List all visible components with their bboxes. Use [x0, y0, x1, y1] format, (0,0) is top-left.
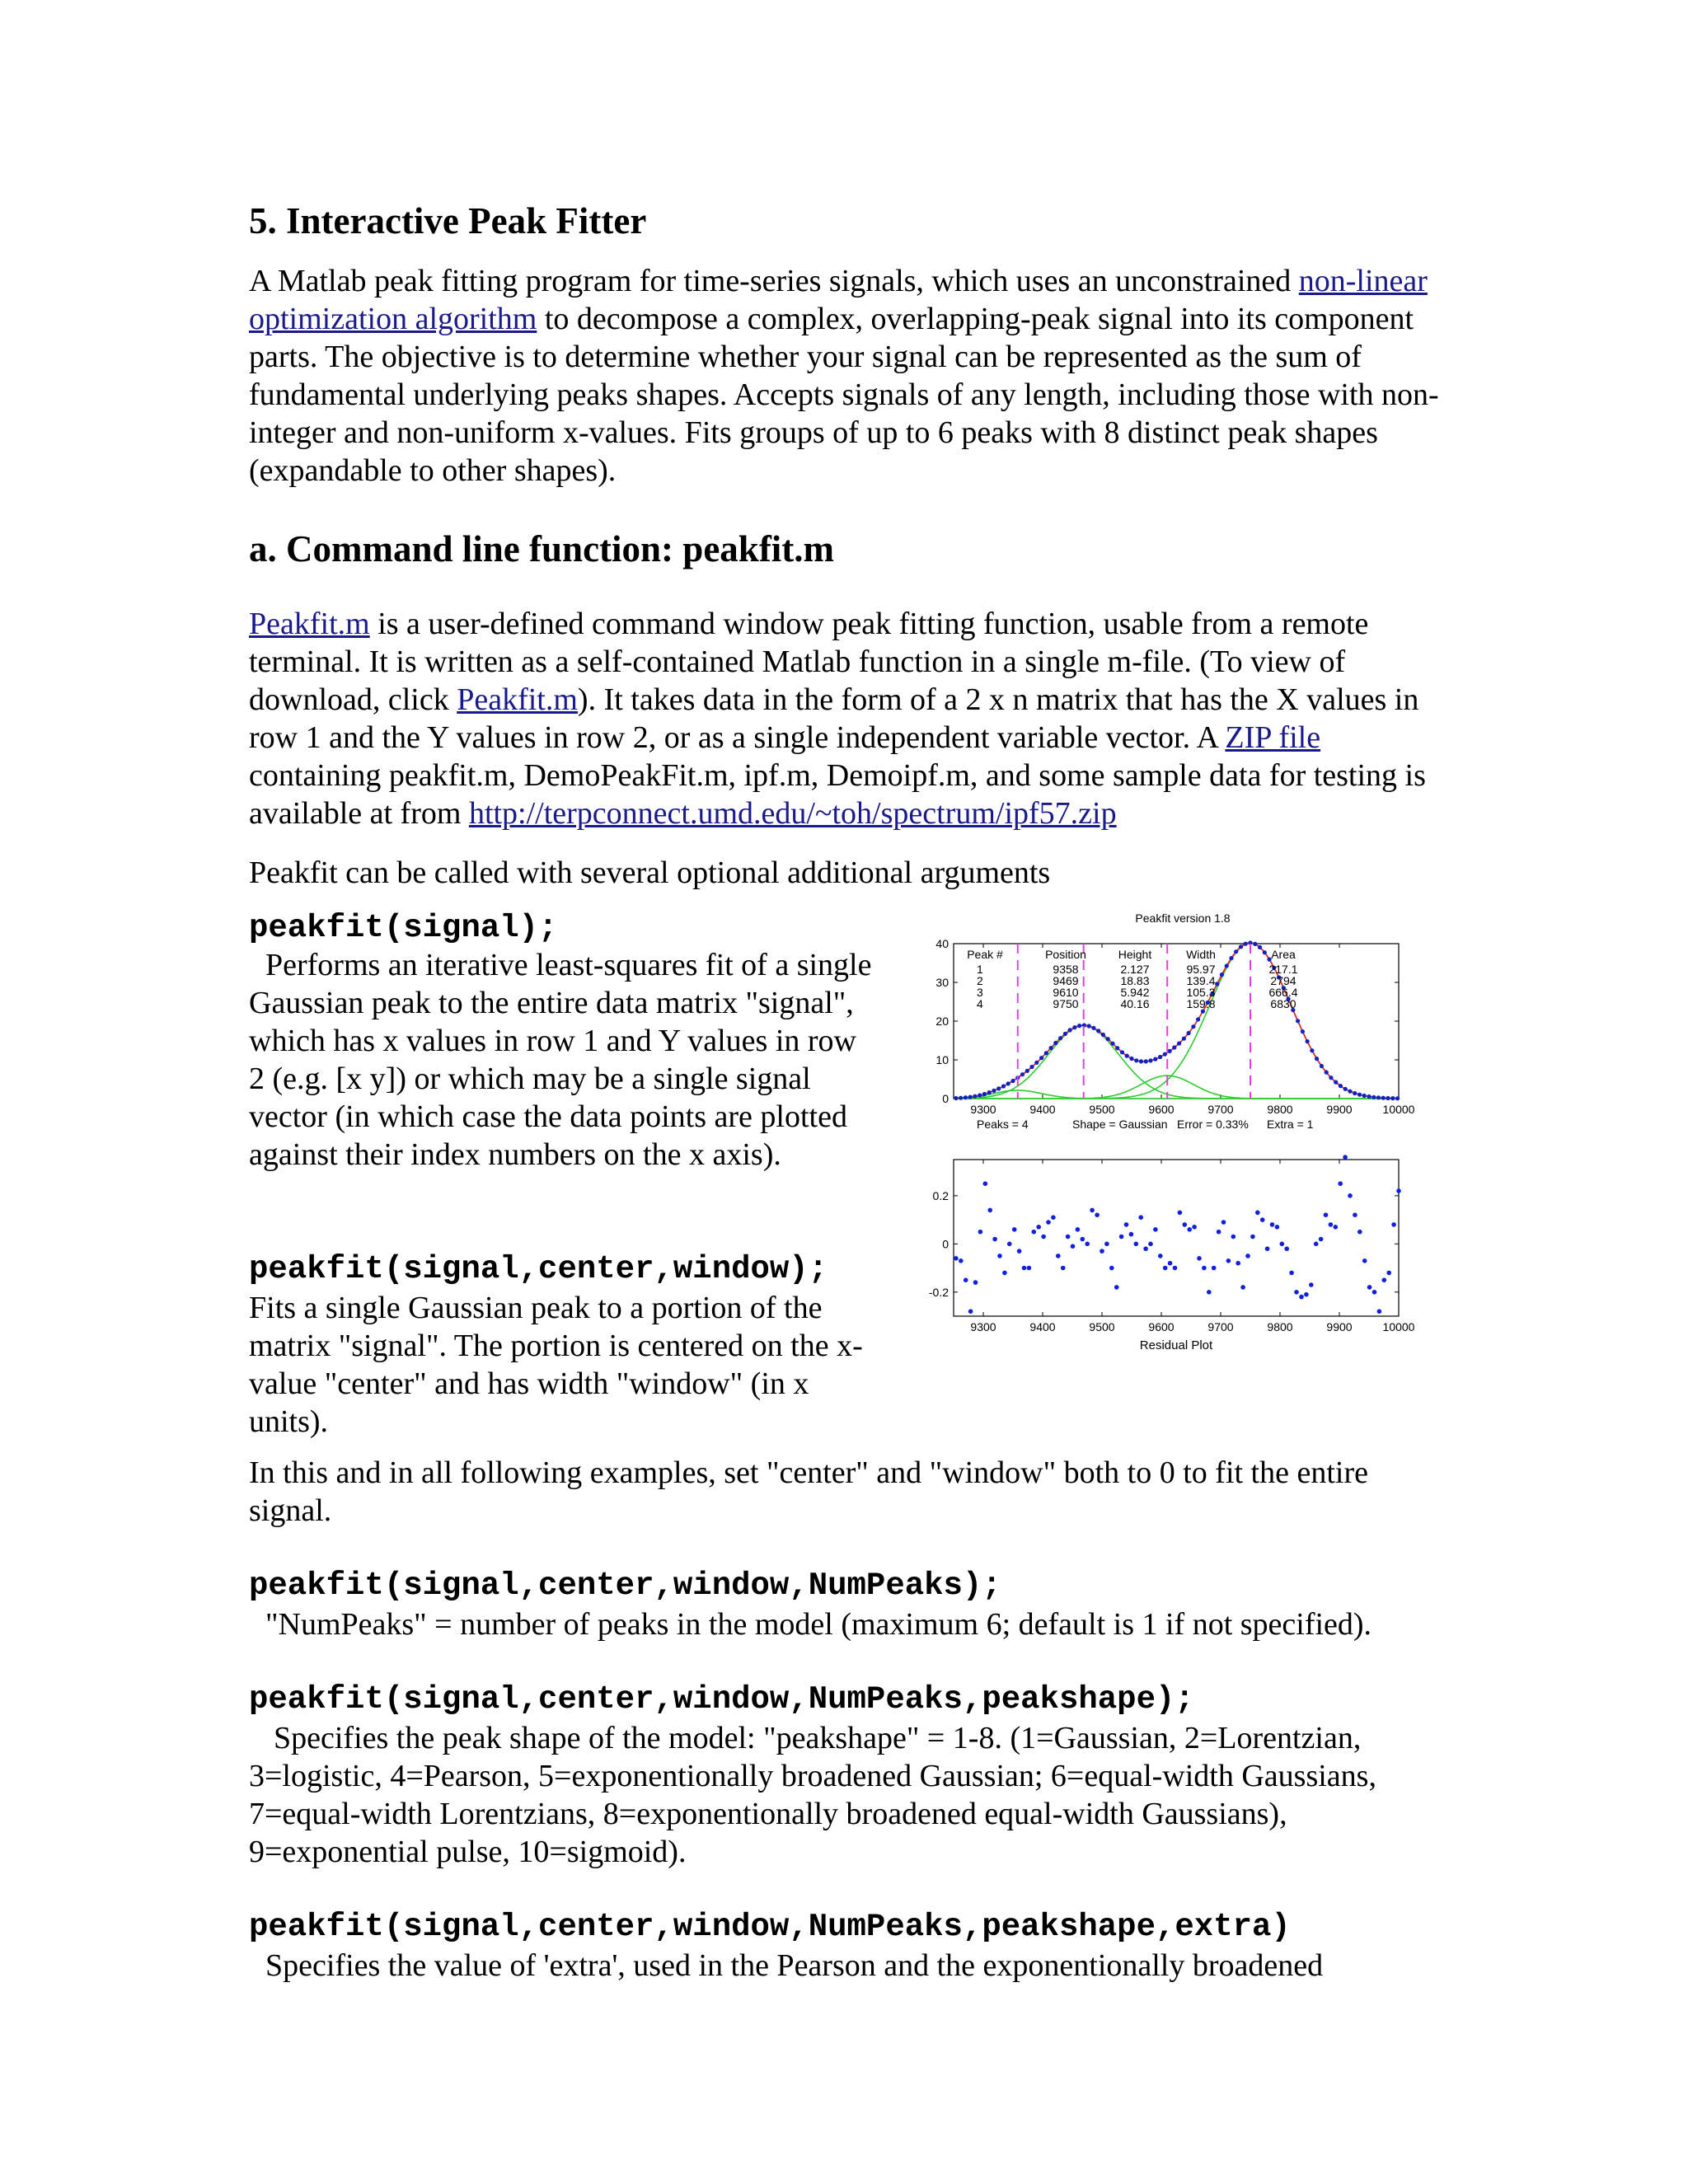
results-table-cell: 9358: [1053, 963, 1079, 976]
signal-data-point: [1315, 1057, 1319, 1061]
signal-data-point: [1063, 1032, 1067, 1036]
fit-x-tick-label: 9600: [1148, 1103, 1175, 1116]
signal-data-point: [1325, 1071, 1329, 1075]
residual-data-point: [1143, 1246, 1148, 1251]
residual-data-point: [1275, 1225, 1280, 1230]
peakfit-text-2: ). It takes data in the form of a 2 x n matrix that has the X values in row 1 and the Y values in row 2, or as a single independent variable vector. A: [249, 682, 1419, 755]
residual-data-point: [1386, 1271, 1391, 1276]
results-table-header: Area: [1271, 948, 1296, 961]
subsection-title: a. Command line function: peakfit.m: [249, 528, 835, 569]
signal-data-point: [1049, 1046, 1053, 1050]
component-peak-curve: [954, 1026, 1398, 1099]
signal-data-point: [1258, 945, 1262, 949]
residual-data-point: [973, 1280, 978, 1285]
residual-data-point: [1236, 1261, 1240, 1266]
residual-data-point: [1114, 1285, 1119, 1290]
nonlinear-optimization-link[interactable]: non-linear optimization algorithm: [249, 264, 1428, 336]
residual-data-point: [1012, 1227, 1017, 1232]
fit-y-tick-label: 30: [935, 976, 949, 989]
signal-data-point: [1225, 963, 1229, 968]
signal-data-point: [1106, 1037, 1110, 1041]
signal-data-point: [996, 1086, 1001, 1090]
code-call-3: peakfit(signal,center,window,NumPeaks);: [249, 1568, 1001, 1604]
residual-data-point: [1032, 1230, 1037, 1235]
signal-data-point: [1343, 1087, 1348, 1091]
residual-x-tick-label: 9800: [1267, 1320, 1293, 1333]
signal-data-point: [973, 1094, 977, 1099]
fit-x-tick-label: 9900: [1326, 1103, 1353, 1116]
signal-data-point: [1357, 1093, 1362, 1097]
residual-data-point: [1168, 1261, 1173, 1266]
residual-data-point: [1178, 1211, 1183, 1216]
residual-data-point: [1260, 1217, 1265, 1222]
signal-data-point: [1191, 1024, 1195, 1029]
residual-data-point: [1304, 1292, 1309, 1297]
signal-data-point: [1077, 1024, 1081, 1028]
signal-data-point: [1096, 1029, 1100, 1033]
results-table-cell: 139.4: [1186, 974, 1216, 987]
results-table-cell: 159.8: [1186, 997, 1216, 1010]
residual-data-point: [1212, 1266, 1217, 1271]
residual-data-point: [1153, 1227, 1158, 1232]
signal-data-point: [1376, 1095, 1381, 1099]
code-call-4: peakfit(signal,center,window,NumPeaks,peakshape);: [249, 1681, 1194, 1718]
residual-data-point: [983, 1181, 988, 1186]
residual-x-tick-label: 10000: [1382, 1320, 1415, 1333]
residual-data-point: [968, 1309, 973, 1314]
signal-data-point: [968, 1095, 973, 1099]
residual-data-point: [1071, 1244, 1076, 1249]
signal-data-point: [1306, 1039, 1310, 1043]
residual-data-point: [1183, 1222, 1188, 1227]
signal-data-point: [1234, 949, 1238, 954]
call-2-description: Fits a single Gaussian peak to a portion of the matrix "signal". The portion is centered on the x-value "center" and has width "window" (in x units).: [249, 1291, 863, 1439]
residual-y-tick-label: 0: [942, 1237, 949, 1251]
fit-footer-text: Error = 0.33%: [1177, 1118, 1249, 1131]
residual-data-point: [1192, 1225, 1197, 1230]
fit-footer-text: Shape = Gaussian: [1072, 1118, 1168, 1131]
signal-data-point: [1134, 1058, 1138, 1062]
signal-data-point: [1044, 1051, 1048, 1055]
signal-data-point: [1034, 1061, 1039, 1065]
signal-data-point: [1120, 1050, 1124, 1054]
signal-data-point: [1053, 1041, 1057, 1045]
optional-args-text: Peakfit can be called with several optional additional arguments: [249, 855, 1051, 890]
signal-data-point: [987, 1090, 992, 1094]
residual-x-tick-label: 9600: [1148, 1320, 1175, 1333]
signal-data-point: [1229, 956, 1233, 960]
residual-data-point: [1104, 1242, 1109, 1247]
results-table-cell: 3: [977, 986, 983, 999]
residual-data-point: [1377, 1309, 1382, 1314]
residual-data-point: [1002, 1271, 1007, 1276]
signal-data-point: [1101, 1033, 1105, 1037]
signal-data-point: [1148, 1058, 1152, 1062]
results-table-header: Height: [1118, 948, 1152, 961]
signal-data-point: [959, 1096, 963, 1100]
signal-data-point: [1244, 942, 1248, 946]
signal-data-point: [1158, 1055, 1162, 1059]
residual-data-point: [1319, 1237, 1324, 1242]
residual-data-point: [1280, 1242, 1285, 1247]
signal-data-point: [1390, 1096, 1395, 1100]
results-table-header: Position: [1045, 948, 1086, 961]
residual-data-point: [1134, 1242, 1139, 1247]
code-call-2: peakfit(signal,center,window);: [249, 1251, 828, 1287]
signal-data-point: [1153, 1057, 1157, 1062]
fit-y-tick-label: 0: [942, 1092, 949, 1105]
results-table-cell: 40.16: [1120, 997, 1150, 1010]
signal-data-point: [1058, 1036, 1062, 1040]
residual-data-point: [1129, 1232, 1134, 1237]
results-table-cell: 105.3: [1186, 986, 1216, 999]
signal-data-point: [1025, 1069, 1029, 1073]
signal-data-point: [1020, 1072, 1025, 1076]
residual-data-point: [1367, 1285, 1372, 1290]
signal-data-point: [982, 1092, 987, 1096]
signal-data-point: [1110, 1042, 1114, 1046]
signal-data-point: [1395, 1096, 1400, 1100]
results-table-cell: 2.127: [1120, 963, 1150, 976]
residual-data-point: [1284, 1246, 1289, 1251]
peakfit-paragraph: [249, 605, 1452, 832]
fit-x-tick-label: 9700: [1207, 1103, 1234, 1116]
ipf57-zip-url-link[interactable]: http://terpconnect.umd.edu/~toh/spectrum/ipf57.zip: [468, 796, 1117, 831]
residual-data-point: [1231, 1235, 1236, 1240]
residual-data-point: [1207, 1290, 1212, 1295]
signal-data-point: [1001, 1084, 1006, 1088]
residual-data-point: [1334, 1225, 1339, 1230]
residual-data-point: [1051, 1215, 1056, 1220]
results-table-cell: 217.1: [1268, 963, 1298, 976]
residual-plot-title: Residual Plot: [1139, 1338, 1213, 1352]
residual-data-point: [1061, 1266, 1066, 1271]
residual-data-point: [1163, 1266, 1168, 1271]
residual-data-point: [1314, 1242, 1319, 1247]
residual-data-point: [1056, 1254, 1061, 1258]
signal-data-point: [978, 1093, 982, 1097]
peakfit-link[interactable]: Peakfit.m: [249, 607, 370, 641]
residual-data-point: [1221, 1220, 1226, 1225]
code-call-5: peakfit(signal,center,window,NumPeaks,peakshape,extra): [249, 1909, 1291, 1945]
results-table-cell: 2794: [1270, 974, 1296, 987]
fit-footer-text: Peaks = 4: [977, 1118, 1029, 1131]
signal-data-point: [1172, 1045, 1176, 1049]
results-table-cell: 666.4: [1268, 986, 1298, 999]
residual-data-point: [1041, 1235, 1046, 1240]
residual-data-point: [1109, 1266, 1114, 1271]
signal-data-point: [1072, 1025, 1076, 1029]
residual-data-point: [1138, 1215, 1143, 1220]
call-5-description: Specifies the value of 'extra', used in the Pearson and the exponentionally broadened: [265, 1948, 1324, 1983]
residual-data-point: [1148, 1242, 1153, 1247]
peakfit-download-link[interactable]: Peakfit.m: [457, 682, 578, 717]
call-1-description: Performs an iterative least-squares fit of a single Gaussian peak to the entire data matrix "signal", which has x values in row 1 and Y values in row 2 (e.g. [x y]) or which may be a single signal vector (in which case the data points are plotted against their index numbers on the x axis).: [249, 948, 872, 1172]
residual-data-point: [1085, 1242, 1090, 1247]
results-table-cell: 2: [977, 974, 983, 987]
call-4-description: Specifies the peak shape of the model: "peakshape" = 1-8. (1=Gaussian, 2=Lorentzian, 3=logistic, 4=Pearson, 5=exponentionally broadened Gaussian; 6=equal-width Gaussians, 7=equal-width Lorentzians, 8=exponentionally broadened equal-width Gaussians), 9=exponential pulse, 10=sigmoid).: [249, 1721, 1376, 1869]
signal-data-point: [1115, 1046, 1119, 1050]
residual-data-point: [987, 1208, 992, 1213]
residual-data-point: [1066, 1235, 1071, 1240]
intro-text-rest: to decompose a complex, overlapping-peak signal into its component parts. The objective is to determine whether your signal can be represented as the sum of fundamental underlying peaks shapes. Accepts signals of any length, including those with non-integer and non-uniform x-values. Fits groups of up to 6 peaks with 8 distinct peak shapes (expandable to other shapes).: [249, 302, 1439, 488]
section-title: 5. Interactive Peak Fitter: [249, 200, 647, 241]
signal-data-point: [1087, 1024, 1091, 1028]
signal-data-point: [1310, 1048, 1314, 1052]
residual-data-point: [978, 1230, 983, 1235]
signal-data-point: [1348, 1090, 1352, 1094]
results-table-header: Peak #: [967, 948, 1003, 961]
residual-data-point: [1095, 1212, 1100, 1217]
peakfit-figure-svg: [911, 911, 1415, 1372]
results-table-cell: 18.83: [1120, 974, 1150, 987]
signal-data-point: [1329, 1076, 1333, 1080]
fit-x-tick-label: 9300: [970, 1103, 996, 1116]
results-table-cell: 6830: [1270, 997, 1296, 1010]
residual-data-point: [1173, 1266, 1178, 1271]
call-3-description: "NumPeaks" = number of peaks in the model (maximum 6; default is 1 if not specified).: [265, 1607, 1372, 1642]
residual-data-point: [1124, 1222, 1129, 1227]
signal-data-point: [1139, 1059, 1143, 1063]
residual-data-point: [1076, 1227, 1081, 1232]
results-table-cell: 9750: [1053, 997, 1079, 1010]
fit-x-tick-label: 9800: [1267, 1103, 1293, 1116]
fit-plot-title: Peakfit version 1.8: [1135, 912, 1231, 925]
signal-data-point: [1010, 1079, 1015, 1083]
signal-data-point: [1367, 1094, 1371, 1099]
residual-data-point: [1343, 1155, 1348, 1160]
residual-data-point: [1324, 1212, 1329, 1217]
residual-y-tick-label: -0.2: [928, 1285, 949, 1299]
residual-data-point: [1338, 1181, 1343, 1186]
residual-x-tick-label: 9300: [970, 1320, 996, 1333]
residual-data-point: [1391, 1222, 1396, 1227]
residual-plot-frame: [954, 1160, 1399, 1316]
residual-data-point: [959, 1258, 964, 1263]
residual-data-point: [1081, 1237, 1085, 1242]
signal-data-point: [1182, 1037, 1186, 1041]
signal-data-point: [992, 1089, 996, 1093]
residual-x-tick-label: 9500: [1089, 1320, 1115, 1333]
results-table-cell: 9469: [1053, 974, 1079, 987]
residual-x-tick-label: 9700: [1207, 1320, 1234, 1333]
results-table-cell: 4: [977, 997, 983, 1010]
fit-footer-text: Extra = 1: [1267, 1118, 1314, 1131]
residual-data-point: [1007, 1242, 1012, 1247]
residual-data-point: [1226, 1258, 1231, 1263]
residual-data-point: [1090, 1208, 1095, 1213]
signal-data-point: [1177, 1041, 1181, 1045]
residual-data-point: [1353, 1212, 1357, 1217]
residual-data-point: [1202, 1266, 1207, 1271]
zip-file-link[interactable]: ZIP file: [1225, 720, 1321, 755]
signal-data-point: [1215, 982, 1219, 986]
signal-data-point: [1301, 1029, 1305, 1033]
fit-plot-area: [935, 937, 1414, 1131]
residual-data-point: [1022, 1266, 1027, 1271]
peakfit-figure: [911, 911, 1415, 1372]
total-fit-curve: [954, 943, 1398, 1099]
signal-data-point: [964, 1095, 968, 1099]
signal-data-point: [1239, 944, 1243, 949]
signal-data-point: [1263, 950, 1267, 954]
intro-paragraph: [249, 262, 1452, 490]
signal-data-point: [1339, 1084, 1343, 1088]
signal-data-point: [1006, 1081, 1010, 1085]
fit-y-tick-label: 40: [935, 937, 949, 950]
peakfit-text-3: containing peakfit.m, DemoPeakFit.m, ipf.m, Demoipf.m, and some sample data for testing is available at from: [249, 758, 1426, 831]
residual-data-point: [954, 1256, 959, 1261]
residual-x-tick-label: 9900: [1326, 1320, 1353, 1333]
signal-data-point: [1168, 1049, 1172, 1053]
signal-data-point: [1144, 1059, 1148, 1063]
residual-data-point: [992, 1237, 997, 1242]
residual-data-point: [1270, 1222, 1275, 1227]
fit-y-tick-label: 10: [935, 1053, 949, 1066]
signal-data-point: [1386, 1096, 1390, 1100]
code-call-1: peakfit(signal);: [249, 910, 558, 946]
residual-data-point: [1217, 1230, 1221, 1235]
residual-data-point: [1197, 1256, 1202, 1261]
residual-data-point: [1119, 1235, 1124, 1240]
results-table-cell: 95.97: [1186, 963, 1216, 976]
residual-data-point: [1100, 1249, 1104, 1254]
signal-data-point: [1187, 1031, 1191, 1035]
signal-data-point: [1125, 1054, 1129, 1058]
component-peak-curve: [954, 1090, 1398, 1099]
residual-data-point: [1265, 1246, 1270, 1251]
signal-data-point: [1362, 1094, 1367, 1098]
residual-data-point: [1289, 1271, 1294, 1276]
signal-data-point: [1196, 1017, 1200, 1021]
residual-data-point: [1250, 1235, 1255, 1240]
results-table-cell: 9610: [1053, 986, 1079, 999]
residual-data-point: [1255, 1211, 1260, 1216]
fit-x-tick-label: 10000: [1382, 1103, 1415, 1116]
signal-data-point: [1253, 942, 1257, 946]
residual-data-point: [1357, 1230, 1362, 1235]
signal-data-point: [1353, 1091, 1357, 1095]
signal-data-point: [1029, 1065, 1034, 1069]
signal-data-point: [954, 1096, 958, 1100]
fit-x-tick-label: 9400: [1029, 1103, 1056, 1116]
residual-data-point: [1396, 1188, 1401, 1193]
residual-data-point: [1036, 1225, 1041, 1230]
residual-data-point: [964, 1277, 968, 1282]
signal-data-point: [1372, 1095, 1376, 1099]
residual-data-point: [1382, 1277, 1387, 1282]
intro-text: A Matlab peak fitting program for time-series signals, which uses an unconstrained: [249, 264, 1299, 298]
residual-data-point: [1299, 1295, 1304, 1300]
signal-data-point: [1039, 1056, 1043, 1060]
residual-data-point: [1240, 1285, 1245, 1290]
residual-data-point: [1245, 1254, 1250, 1258]
signal-data-point: [1381, 1096, 1386, 1100]
signal-data-point: [1068, 1028, 1072, 1032]
signal-data-point: [1296, 1019, 1300, 1023]
residual-x-tick-label: 9400: [1029, 1320, 1056, 1333]
residual-data-point: [1017, 1249, 1022, 1254]
residual-data-point: [1372, 1290, 1377, 1295]
residual-y-tick-label: 0.2: [932, 1188, 949, 1202]
residual-data-point: [1187, 1227, 1192, 1232]
signal-data-point: [1220, 972, 1224, 977]
results-table-cell: 5.942: [1120, 986, 1150, 999]
signal-data-point: [1320, 1064, 1324, 1068]
center-window-note: In this and in all following examples, set "center" and "window" both to 0 to fit the entire signal.: [249, 1455, 1368, 1528]
residual-data-point: [1046, 1220, 1051, 1225]
peakfit-text-1: is a user-defined command window peak fitting function, usable from a remote terminal. It is written as a self-contained Matlab function in a single m-file. (To view of download, click: [249, 607, 1369, 717]
residual-data-point: [997, 1254, 1002, 1258]
residual-data-point: [1309, 1282, 1314, 1287]
residual-data-point: [1362, 1258, 1367, 1263]
signal-data-point: [1163, 1052, 1167, 1057]
residual-plot-area: [929, 1155, 1415, 1333]
fit-y-tick-label: 20: [935, 1015, 949, 1028]
signal-data-point: [1091, 1026, 1095, 1030]
signal-data-point: [1129, 1057, 1133, 1061]
signal-data-point: [1334, 1080, 1338, 1085]
fit-x-tick-label: 9500: [1089, 1103, 1115, 1116]
residual-data-point: [1348, 1193, 1353, 1198]
residual-data-point: [1294, 1290, 1299, 1295]
residual-data-point: [1329, 1222, 1334, 1227]
residual-data-point: [1158, 1254, 1163, 1258]
residual-data-point: [1027, 1266, 1032, 1271]
results-table-header: Width: [1186, 948, 1216, 961]
results-table-cell: 1: [977, 963, 983, 976]
